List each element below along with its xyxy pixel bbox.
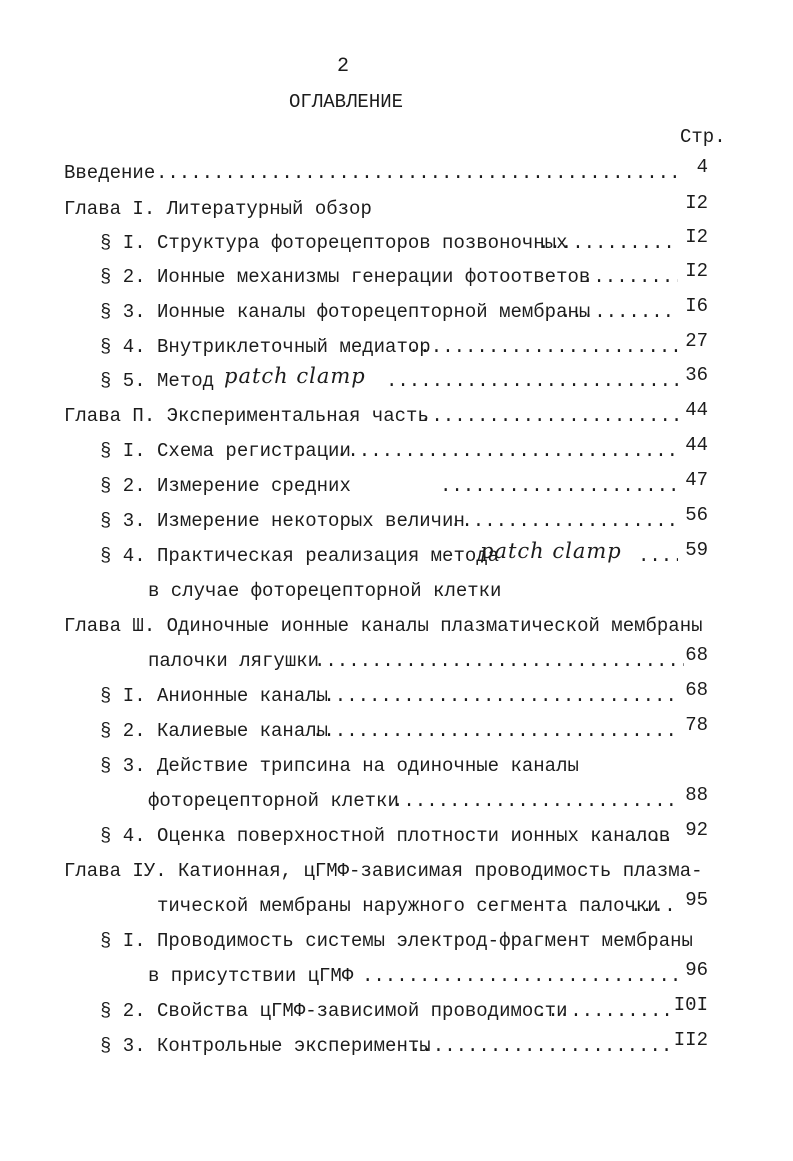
toc-entry-page: 59 <box>685 539 708 561</box>
dot-leader <box>314 650 684 672</box>
toc-entry-text: § 5. Метод <box>100 370 215 392</box>
dot-leader <box>440 475 678 497</box>
toc-entry-continuation: в присутствии цГМФ <box>148 965 354 987</box>
dot-leader <box>156 162 678 184</box>
chapter-heading: Глава Ш. Одиночные ионные каналы плазматической мембраны <box>64 615 703 637</box>
toc-entry-page: I2 <box>685 192 708 214</box>
handwritten-insert: patch clamp <box>480 539 622 563</box>
toc-entry-page: 78 <box>685 714 708 736</box>
toc-entry-page: 27 <box>685 330 708 352</box>
toc-entry-page: 92 <box>685 819 708 841</box>
toc-entry-text: § 2. Измерение средних <box>100 475 351 497</box>
toc-entry-page: 95 <box>685 889 708 911</box>
toc-entry-text: § I. Анионные каналы <box>100 685 329 707</box>
toc-entry-page: 4 <box>696 156 708 178</box>
dot-leader <box>420 405 678 427</box>
toc-entry-text: § 3. Действие трипсина на одиночные каналы <box>100 755 579 777</box>
chapter-heading: Глава I. Литературный обзор <box>64 198 372 220</box>
toc-entry-page: 56 <box>685 504 708 526</box>
toc-entry-page: 36 <box>685 364 708 386</box>
toc-entry-page: 44 <box>685 434 708 456</box>
dot-leader <box>410 1035 676 1057</box>
dot-leader <box>362 965 678 987</box>
toc-entry-page: I2 <box>685 260 708 282</box>
toc-entry-page: I0I <box>673 994 708 1016</box>
toc-entry-text: § 2. Ионные механизмы генерации фотоответов <box>100 266 591 288</box>
toc-entry-text: § 2. Калиевые каналы <box>100 720 329 742</box>
page-column-header: Стр. <box>680 126 726 148</box>
toc-entry-text: § 2. Свойства цГМФ-зависимой проводимости <box>100 1000 568 1022</box>
dot-leader <box>408 336 678 358</box>
toc-entry-page: 68 <box>685 679 708 701</box>
toc-entry-text: § 4. Практическая реализация метода <box>100 545 500 567</box>
toc-entry-text: § 4. Оценка поверхностной плотности ионных каналов <box>100 825 671 847</box>
toc-entry-text: § 3. Контрольные эксперименты <box>100 1035 431 1057</box>
toc-entry-page: 47 <box>685 469 708 491</box>
toc-entry-continuation: палочки лягушки <box>148 650 320 672</box>
chapter-heading: Глава IУ. Катионная, цГМФ-зависимая проводимость плазма- <box>64 860 703 882</box>
toc-entry-text: § I. Схема регистрации <box>100 440 351 462</box>
page-number: 2 <box>337 55 350 78</box>
chapter-heading: Глава П. Экспериментальная часть <box>64 405 429 427</box>
dot-leader <box>450 510 678 532</box>
toc-entry-text: § 3. Ионные каналы фоторецепторной мембраны <box>100 301 591 323</box>
handwritten-insert: patch clamp <box>224 364 366 388</box>
toc-entry-page: 68 <box>685 644 708 666</box>
toc-entry-page: 88 <box>685 784 708 806</box>
toc-entry-continuation: тической мембраны наружного сегмента палочки <box>157 895 659 917</box>
toc-entry-page: 44 <box>685 399 708 421</box>
dot-leader <box>312 720 678 742</box>
toc-entry-text: Введение <box>64 162 156 184</box>
dot-leader <box>312 685 678 707</box>
toc-entry-page: I2 <box>685 226 708 248</box>
toc-entry-text: § 3. Измерение некоторых величин <box>100 510 465 532</box>
toc-entry-text: § I. Проводимость системы электрод-фрагмент мембраны <box>100 930 693 952</box>
toc-title: ОГЛАВЛЕНИЕ <box>289 91 404 113</box>
toc-entry-page: 96 <box>685 959 708 981</box>
dot-leader <box>336 440 678 462</box>
toc-entry-page: II2 <box>673 1029 708 1051</box>
toc-entry-page: I6 <box>685 295 708 317</box>
dot-leader <box>392 790 678 812</box>
dot-leader <box>386 370 678 392</box>
toc-entry-continuation: в случае фоторецепторной клетки <box>148 580 502 602</box>
toc-entry-text: § I. Структура фоторецепторов позвоночных <box>100 232 568 254</box>
toc-entry-text: § 4. Внутриклеточный медиатор <box>100 336 431 358</box>
toc-entry-continuation: фоторецепторной клетки <box>148 790 399 812</box>
